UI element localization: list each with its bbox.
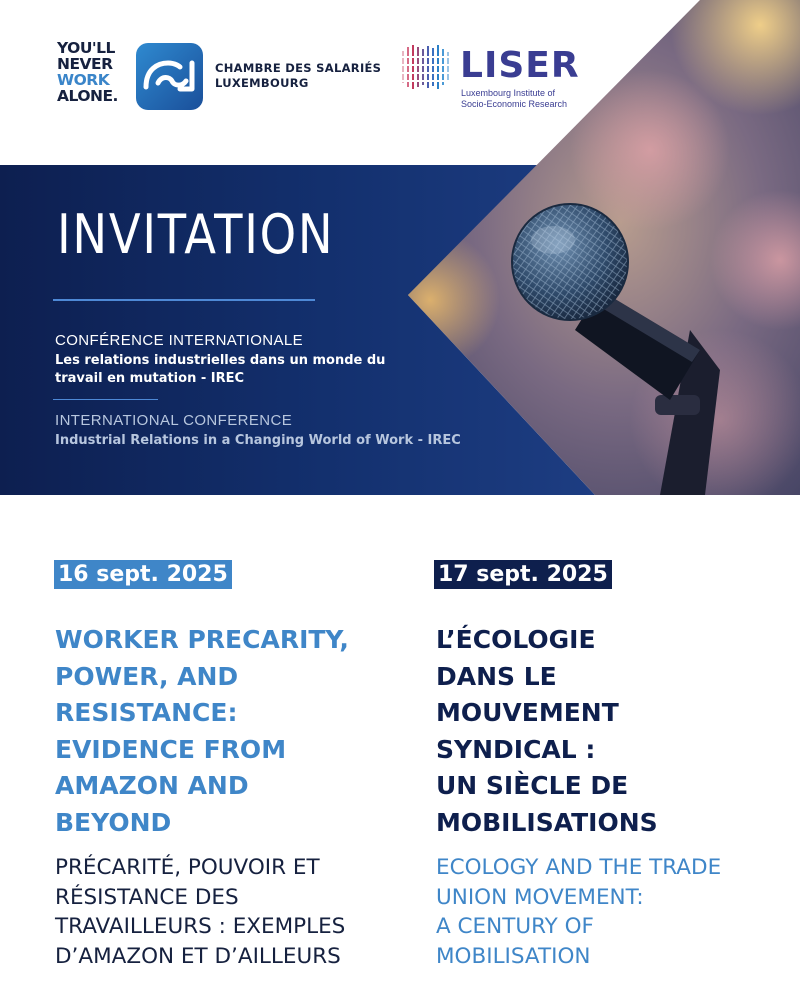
session-2-title-line: MOUVEMENT bbox=[436, 698, 619, 727]
session-2-subtitle-line: A CENTURY OF bbox=[436, 914, 594, 939]
session-1-title-line: AMAZON AND bbox=[55, 771, 249, 800]
liser-subtitle-line: Socio-Economic Research bbox=[461, 99, 568, 109]
session-1-title-line: BEYOND bbox=[55, 807, 172, 837]
liser-subtitle-line: Luxembourg Institute of bbox=[461, 88, 556, 98]
session-2-date: 17 sept. 2025 bbox=[434, 560, 612, 589]
session-1-subtitle bbox=[55, 853, 415, 971]
session-2-title-line: SYNDICAL : bbox=[436, 734, 596, 764]
divider bbox=[53, 299, 315, 301]
session-1-title-line: WORKER PRECARITY, bbox=[55, 625, 349, 654]
session-2-title-line: MOBILISATIONS bbox=[436, 807, 658, 837]
session-1-date: 16 sept. 2025 bbox=[54, 560, 232, 589]
session-1-subtitle-line: TRAVAILLEURS : EXEMPLES bbox=[55, 914, 346, 939]
session-1-title-line: POWER, AND bbox=[55, 661, 239, 691]
session-2-title bbox=[436, 622, 796, 841]
page-title: INVITATION bbox=[57, 203, 335, 266]
session-2-subtitle bbox=[436, 853, 796, 971]
session-1-subtitle-line: D’AMAZON ET D’AILLEURS bbox=[55, 943, 341, 969]
session-1-title-line: EVIDENCE FROM bbox=[55, 734, 287, 764]
liser-subtitle bbox=[461, 88, 567, 110]
session-1-subtitle-line: RÉSISTANCE DES bbox=[55, 884, 239, 910]
session-2-title-line: UN SIÈCLE DE bbox=[436, 771, 629, 800]
ynwa-line: YOU'LL bbox=[57, 39, 115, 57]
ynwa-logo bbox=[57, 40, 137, 104]
ynwa-line: NEVER bbox=[57, 55, 113, 73]
session-1-subtitle-line: PRÉCARITÉ, POUVOIR ET bbox=[55, 855, 320, 880]
session-1-title bbox=[55, 622, 415, 841]
ynwa-line: WORK bbox=[57, 71, 110, 89]
conference-en-title: Industrial Relations in a Changing World of Work - IREC bbox=[55, 433, 461, 448]
liser-name: LISER bbox=[460, 45, 580, 86]
conference-fr-title: Les relations industrielles dans un monde du travail en mutation - IREC bbox=[55, 353, 386, 386]
session-2-title-line: L’ÉCOLOGIE bbox=[436, 625, 596, 654]
divider bbox=[53, 399, 158, 400]
liser-logo-icon bbox=[401, 43, 453, 91]
session-2-subtitle-line: ECOLOGY AND THE TRADE bbox=[436, 855, 722, 880]
session-2-subtitle-line: UNION MOVEMENT: bbox=[436, 884, 644, 910]
session-2-title-line: DANS LE bbox=[436, 661, 557, 691]
session-1-title-line: RESISTANCE: bbox=[55, 698, 238, 727]
csl-name bbox=[215, 61, 381, 91]
ynwa-line: ALONE. bbox=[57, 87, 118, 105]
csl-name-line: LUXEMBOURG bbox=[215, 76, 309, 90]
conference-fr-label: CONFÉRENCE INTERNATIONALE bbox=[55, 332, 304, 349]
csl-name-line: CHAMBRE DES SALARIÉS bbox=[215, 61, 382, 75]
csl-logo-icon bbox=[136, 43, 203, 110]
session-2-subtitle-line: MOBILISATION bbox=[436, 943, 591, 969]
conference-en-label: INTERNATIONAL CONFERENCE bbox=[55, 412, 293, 429]
